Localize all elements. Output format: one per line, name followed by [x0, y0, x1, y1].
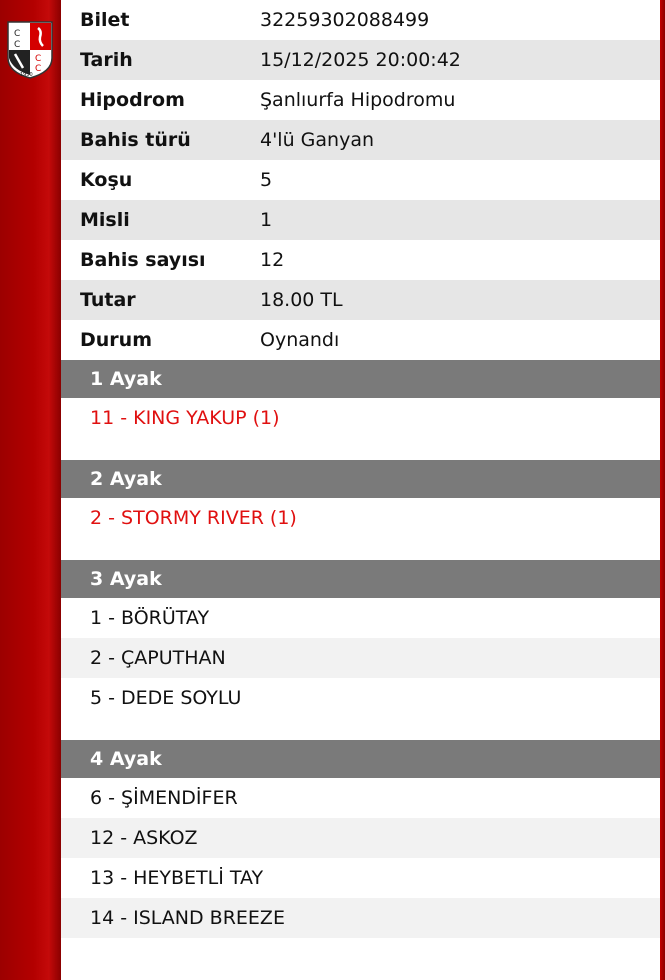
ticket-row-label: Durum: [80, 329, 152, 351]
left-side-bar: [0, 0, 61, 980]
leg-header: 2 Ayak: [61, 460, 660, 498]
ticket-row-value: 5: [260, 169, 273, 191]
leg-header: 1 Ayak: [61, 360, 660, 398]
ticket-row: [61, 240, 660, 280]
horse-selection: 12 - ASKOZ: [61, 818, 660, 858]
svg-text:C: C: [35, 54, 42, 64]
ticket-row-value: 1: [260, 209, 273, 231]
club-logo-icon: [5, 20, 55, 80]
ticket-row: [61, 320, 660, 360]
right-side-bar: [660, 0, 665, 980]
horse-selection-winner: 11 - KING YAKUP (1): [90, 407, 280, 429]
ticket-row-label: Hipodrom: [80, 89, 185, 111]
ticket-row: [61, 200, 660, 240]
ticket-row: [61, 280, 660, 320]
svg-text:C: C: [14, 40, 21, 50]
ticket-row-label: Bilet: [80, 9, 130, 31]
ticket-row: [61, 40, 660, 80]
ticket-row-value: 32259302088499: [260, 9, 430, 31]
ticket-row-label: Koşu: [80, 169, 133, 191]
leg-header: 3 Ayak: [61, 560, 660, 598]
horse-selection: 13 - HEYBETLİ TAY: [90, 867, 264, 889]
ticket-info-table: [61, 0, 660, 360]
ticket-row-value: 12: [260, 249, 285, 271]
ticket-row: [61, 160, 660, 200]
ticket-detail-panel: [61, 0, 660, 980]
horse-selection: 14 - ISLAND BREEZE: [61, 898, 660, 938]
ticket-row-label: Tarih: [80, 49, 133, 71]
ticket-row-value: Oynandı: [260, 329, 340, 351]
legs-list: [61, 360, 660, 938]
ticket-row-value: 4'lü Ganyan: [260, 129, 375, 151]
horse-selection: 1 - BÖRÜTAY: [90, 607, 210, 629]
ticket-row: [61, 120, 660, 160]
horse-selection: 2 - ÇAPUTHAN: [61, 638, 660, 678]
logo-year: 1950: [20, 72, 33, 78]
leg-header: 4 Ayak: [61, 740, 660, 778]
horse-selection-winner: 2 - STORMY RIVER (1): [90, 507, 297, 529]
ticket-row-value: Şanlıurfa Hipodromu: [260, 89, 456, 111]
ticket-row: [61, 80, 660, 120]
svg-text:C: C: [14, 29, 21, 39]
horse-selection: 5 - DEDE SOYLU: [90, 687, 242, 709]
ticket-row-value: 18.00 TL: [260, 289, 343, 311]
ticket-row-label: Bahis türü: [80, 129, 191, 151]
svg-text:C: C: [35, 64, 42, 74]
ticket-row-value: 15/12/2025 20:00:42: [260, 49, 461, 71]
horse-selection: 6 - ŞİMENDİFER: [90, 787, 238, 809]
leg-spacer: [61, 718, 660, 740]
leg-spacer: [61, 538, 660, 560]
leg-spacer: [61, 438, 660, 460]
ticket-row-label: Tutar: [80, 289, 136, 311]
ticket-row: [61, 0, 660, 40]
ticket-row-label: Misli: [80, 209, 130, 231]
ticket-row-label: Bahis sayısı: [80, 249, 206, 271]
